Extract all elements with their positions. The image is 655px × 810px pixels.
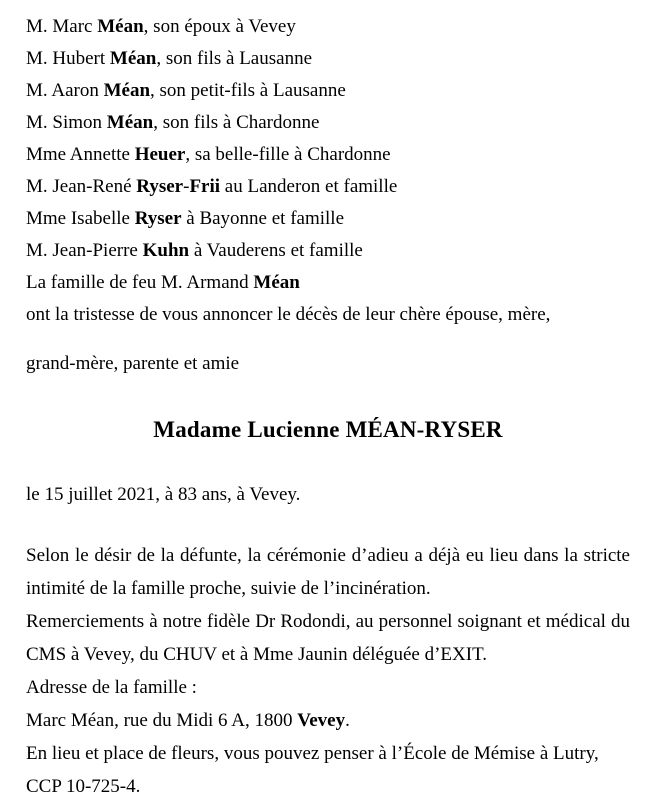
body-text-line: Remerciements à notre fidèle Dr Rodondi, au personnel soignant et médical du <box>26 611 630 632</box>
family-member-line: M. Marc Méan, son époux à Vevey <box>26 16 296 37</box>
family-member-line: Mme Isabelle Ryser à Bayonne et famille <box>26 208 345 229</box>
deceased-name-title: Madame Lucienne MÉAN-RYSER <box>153 417 503 442</box>
family-member-line: M. Aaron Méan, son petit-fils à Lausanne <box>26 80 346 101</box>
body-text-section <box>26 539 630 803</box>
body-text-line: CCP 10-725-4. <box>26 776 141 797</box>
family-member-line: M. Simon Méan, son fils à Chardonne <box>26 112 320 133</box>
body-text-line: Marc Méan, rue du Midi 6 A, 1800 Vevey. <box>26 710 350 731</box>
family-member-line: M. Jean-René Ryser-Frii au Landeron et famille <box>26 176 398 197</box>
body-text-line: intimité de la famille proche, suivie de l’incinération. <box>26 578 431 599</box>
body-text-line: En lieu et place de fleurs, vous pouvez penser à l’École de Mémise à Lutry, <box>26 743 599 764</box>
death-date-line: le 15 juillet 2021, à 83 ans, à Vevey. <box>26 484 301 505</box>
announcement-continuation-line: grand-mère, parente et amie <box>26 353 240 374</box>
family-member-line: M. Jean-Pierre Kuhn à Vauderens et famille <box>26 240 363 261</box>
family-member-line: Mme Annette Heuer, sa belle-fille à Chardonne <box>26 144 391 165</box>
family-members-list <box>26 11 630 331</box>
body-text-line: CMS à Vevey, du CHUV et à Mme Jaunin déléguée d’EXIT. <box>26 644 488 665</box>
family-member-line: M. Hubert Méan, son fils à Lausanne <box>26 48 312 69</box>
family-member-line: ont la tristesse de vous annoncer le décès de leur chère épouse, mère, <box>26 304 551 325</box>
family-member-line: La famille de feu M. Armand Méan <box>26 272 300 293</box>
body-text-line: Adresse de la famille : <box>26 677 197 698</box>
body-text-line: Selon le désir de la défunte, la cérémonie d’adieu a déjà eu lieu dans la stricte <box>26 545 630 566</box>
